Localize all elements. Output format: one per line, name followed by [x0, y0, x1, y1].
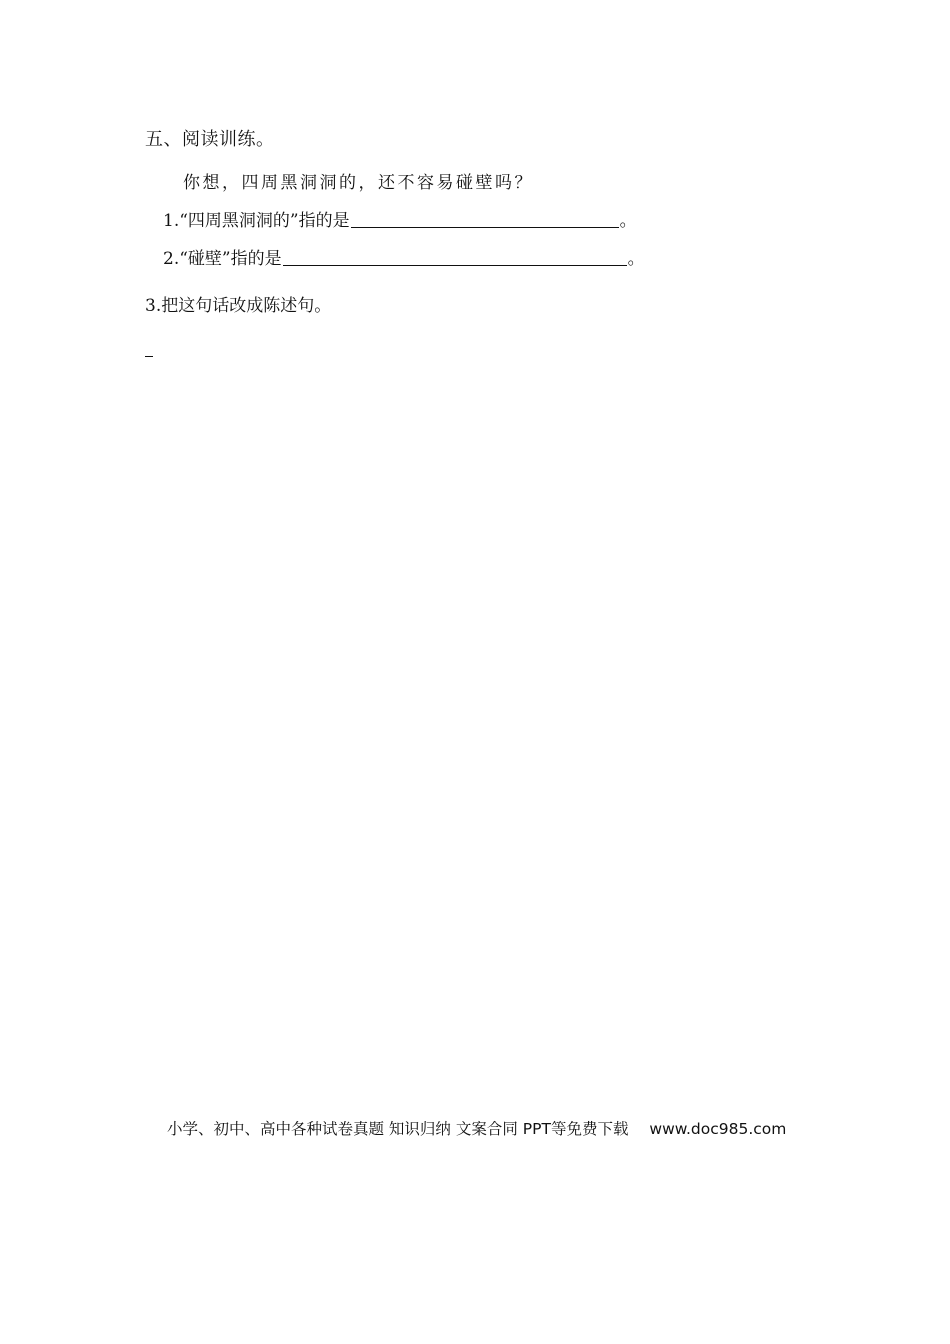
question-1-prompt: 1.“四周黑洞洞的”指的是	[163, 211, 350, 231]
reading-passage: 你想，四周黑洞洞的，还不容易碰壁吗？	[183, 173, 534, 193]
section-title: 五、阅读训练。	[145, 129, 275, 150]
question-3-answer-line[interactable]	[145, 356, 153, 357]
question-3: 3.把这句话改成陈述句。	[145, 296, 332, 316]
question-2	[163, 244, 645, 269]
question-2-end-mark: 。	[627, 249, 645, 269]
question-1	[163, 206, 637, 231]
question-1-answer-blank[interactable]	[351, 209, 619, 228]
page-footer	[167, 1117, 786, 1139]
question-2-answer-blank[interactable]	[283, 247, 627, 266]
question-2-prompt: 2.“碰壁”指的是	[163, 249, 282, 269]
question-1-end-mark: 。	[619, 211, 637, 231]
footer-text: 小学、初中、高中各种试卷真题 知识归纳 文案合同 PPT等免费下载	[167, 1120, 629, 1138]
footer-url: www.doc985.com	[649, 1120, 787, 1138]
